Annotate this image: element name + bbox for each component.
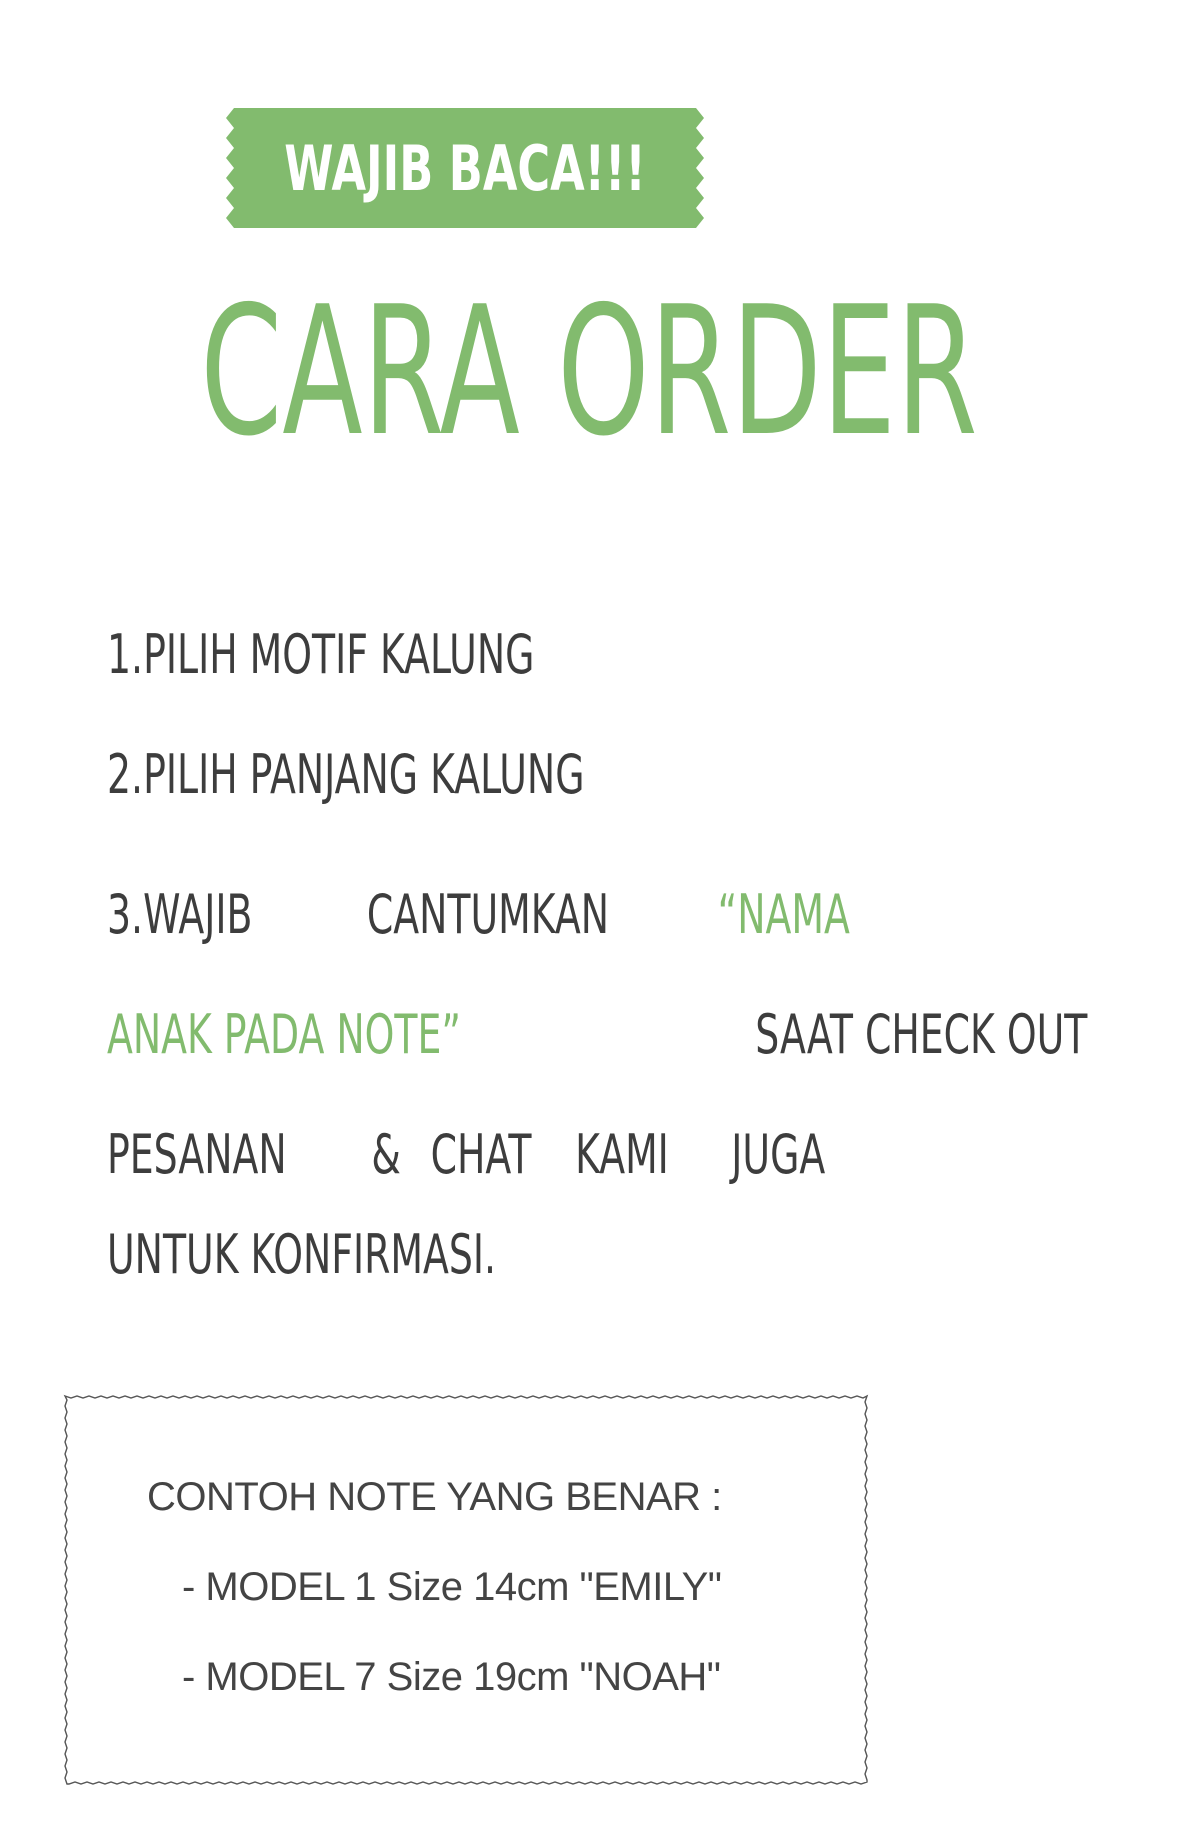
- step-1: [107, 615, 825, 735]
- note-example-item: - MODEL 1 Size 14cm "EMILY": [182, 1565, 722, 1609]
- banner-ribbon: [226, 108, 704, 228]
- page-title-text: CARA ORDER: [200, 268, 978, 475]
- step-3-word: 3.WAJIB: [107, 883, 253, 946]
- step-3-word: JUGA: [730, 1123, 825, 1186]
- page-title: [0, 268, 978, 475]
- step-3-word: KAMI: [575, 1123, 669, 1186]
- step-2-text: 2.PILIH PANJANG KALUNG: [107, 743, 585, 806]
- step-3-word: &: [371, 1123, 402, 1186]
- step-3-line-4: [107, 1215, 825, 1335]
- note-example-item: - MODEL 7 Size 19cm "NOAH": [182, 1655, 721, 1699]
- step-3-word: CHAT: [430, 1123, 532, 1186]
- step-1-text: 1.PILIH MOTIF KALUNG: [107, 623, 535, 686]
- note-example-box: [62, 1393, 870, 1787]
- note-title: CONTOH NOTE YANG BENAR :: [147, 1475, 722, 1519]
- order-steps: [107, 615, 1087, 1335]
- step-3-word: CANTUMKAN: [366, 883, 609, 946]
- step-3-line-3: [107, 1095, 825, 1215]
- step-3-highlight-word: “NAMA: [717, 883, 850, 946]
- banner-text: WAJIB BACA!!!: [284, 131, 646, 205]
- step-3-highlight-text: ANAK PADA NOTE”: [107, 1003, 461, 1066]
- step-2: [107, 735, 825, 855]
- step-3-text: SAAT CHECK OUT: [754, 1003, 1087, 1066]
- step-3-text: UNTUK KONFIRMASI.: [107, 1223, 497, 1286]
- step-3-word: PESANAN: [107, 1123, 287, 1186]
- step-3-line-2: [107, 975, 1087, 1095]
- step-3-line-1: [107, 855, 850, 975]
